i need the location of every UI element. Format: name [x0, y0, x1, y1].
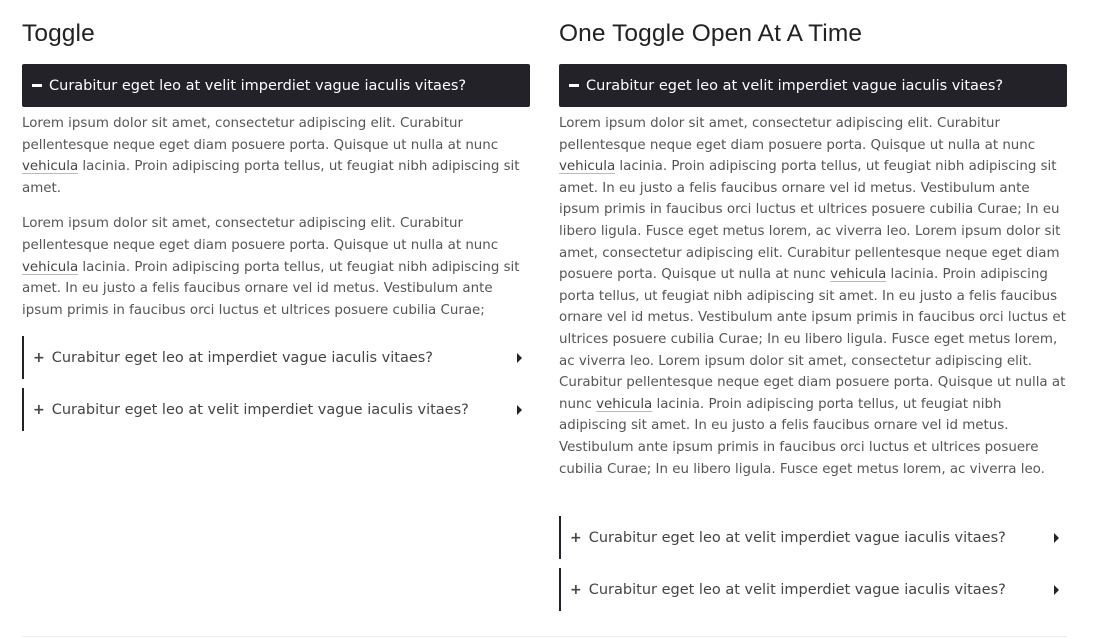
- toggle-header-closed[interactable]: [559, 516, 1067, 559]
- content-paragraph: [22, 113, 530, 199]
- paragraph-text: lacinia. Proin adipiscing porta tellus, ut feugiat nibh adipiscing sit amet.: [22, 159, 520, 196]
- vehicula-link[interactable]: vehicula: [559, 159, 616, 175]
- vehicula-link[interactable]: vehicula: [22, 259, 79, 275]
- paragraph-text: Lorem ipsum dolor sit amet, consectetur adipiscing elit. Curabitur pellentesque neque eget diam posuere porta. Quisque ut nulla at nunc: [22, 116, 499, 153]
- toggle-header-label: Curabitur eget leo at velit imperdiet vague iaculis vitaes?: [588, 529, 1006, 546]
- paragraph-text: lacinia. Proin adipiscing porta tellus, ut feugiat nibh adipiscing sit amet. In eu justo a felis faucibus ornare vel id metus. Vestibulum ante ipsum primis in faucibus orci luctus et ultrices posuere cubilia Curae; In eu libero ligula. Fusce eget metus lorem, ac viverra leo.: [559, 396, 1045, 477]
- toggle-header-label: Curabitur eget leo at imperdiet vague iaculis vitaes?: [51, 349, 433, 366]
- content-paragraph: [22, 213, 530, 321]
- plus-icon: +: [570, 529, 582, 546]
- divider: [22, 636, 1067, 637]
- vehicula-link[interactable]: vehicula: [830, 267, 887, 283]
- paragraph-text: lacinia. Proin adipiscing porta tellus, ut feugiat nibh adipiscing sit amet. In eu justo a felis faucibus ornare vel id metus. Vestibulum ante ipsum primis in faucibus orci luctus et ultrices posuere cubilia Curae; In eu libero ligula. Fusce eget metus lorem, ac viverra leo. Lorem ipsum dolor sit amet, consectetur adipiscing elit. Curabitur pellentesque neque eget diam posuere porta. Quisque ut nulla at nunc: [559, 267, 1066, 412]
- paragraph-text: lacinia. Proin adipiscing porta tellus, ut feugiat nibh adipiscing sit amet. In eu justo a felis faucibus ornare vel id metus. Vestibulum ante ipsum primis in faucibus orci luctus et ultrices posuere cubilia Curae;: [22, 259, 520, 318]
- paragraph-text: Lorem ipsum dolor sit amet, consectetur adipiscing elit. Curabitur pellentesque neque eget diam posuere porta. Quisque ut nulla at nunc: [559, 116, 1036, 153]
- vehicula-link[interactable]: vehicula: [596, 396, 653, 412]
- minus-icon: [569, 84, 579, 87]
- toggle-header-closed[interactable]: [22, 388, 530, 431]
- plus-icon: +: [33, 401, 45, 418]
- toggle-header-closed[interactable]: [22, 336, 530, 379]
- caret-right-icon: [517, 353, 522, 363]
- toggle-header-label: Curabitur eget leo at velit imperdiet vague iaculis vitaes?: [51, 401, 469, 418]
- paragraph-text: lacinia. Proin adipiscing porta tellus, ut feugiat nibh adipiscing sit amet. In eu justo a felis faucibus ornare vel id metus. Vestibulum ante ipsum primis in faucibus orci luctus et ultrices posuere cubilia Curae; In eu libero ligula. Fusce eget metus lorem, ac viverra leo. Lorem ipsum dolor sit amet, consectetur adipiscing elit. Curabitur pellentesque neque eget diam posuere porta. Quisque ut nulla at nunc: [559, 159, 1061, 283]
- paragraph-text: Lorem ipsum dolor sit amet, consectetur adipiscing elit. Curabitur pellentesque neque eget diam posuere porta. Quisque ut nulla at nunc: [22, 216, 499, 253]
- vehicula-link[interactable]: vehicula: [22, 159, 79, 175]
- minus-icon: [32, 84, 42, 87]
- caret-right-icon: [1054, 585, 1059, 595]
- caret-right-icon: [517, 405, 522, 415]
- section-title: One Toggle Open At A Time: [559, 20, 863, 47]
- plus-icon: +: [33, 349, 45, 366]
- toggle-header-open[interactable]: [559, 64, 1067, 107]
- toggle-header-open[interactable]: [22, 64, 530, 107]
- toggle-header-label: Curabitur eget leo at velit imperdiet vague iaculis vitaes?: [49, 77, 467, 94]
- toggle-content: [559, 113, 1067, 480]
- toggle-header-closed[interactable]: [559, 568, 1067, 611]
- section-title: Toggle: [22, 20, 95, 47]
- plus-icon: +: [570, 581, 582, 598]
- toggle-header-label: Curabitur eget leo at velit imperdiet vague iaculis vitaes?: [588, 581, 1006, 598]
- content-paragraph: [559, 113, 1067, 480]
- toggle-header-label: Curabitur eget leo at velit imperdiet vague iaculis vitaes?: [586, 77, 1004, 94]
- caret-right-icon: [1054, 533, 1059, 543]
- toggle-content: [22, 113, 530, 321]
